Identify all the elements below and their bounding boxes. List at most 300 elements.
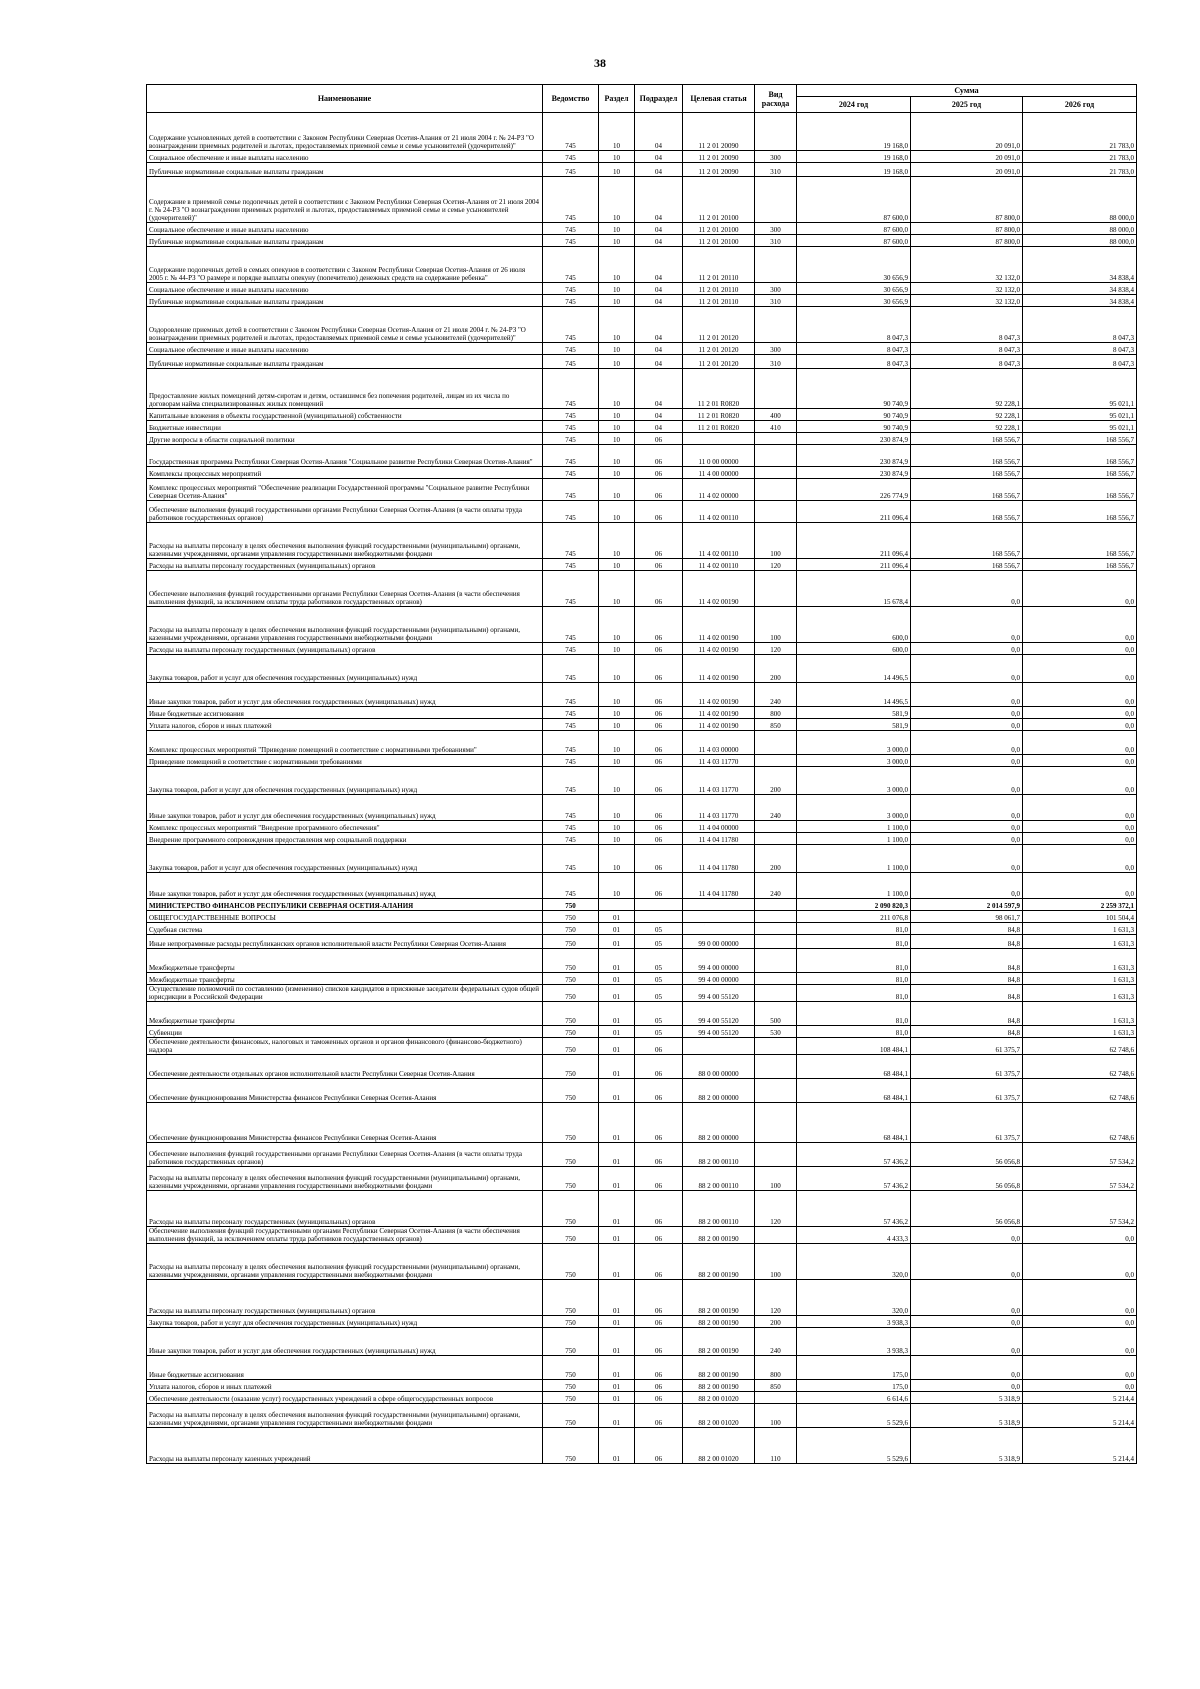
cell-type — [755, 899, 797, 911]
cell-dept: 750 — [543, 1227, 599, 1244]
cell-y2025: 8 047,3 — [911, 343, 1023, 355]
cell-sec: 01 — [599, 949, 635, 973]
cell-y2026: 34 838,4 — [1023, 283, 1137, 295]
cell-y2024: 87 600,0 — [797, 235, 911, 247]
cell-type — [755, 571, 797, 607]
cell-y2025: 56 056,8 — [911, 1143, 1023, 1167]
cell-y2025: 84,8 — [911, 1002, 1023, 1026]
cell-y2024: 19 168,0 — [797, 151, 911, 163]
cell-target: 11 2 01 20120 — [683, 307, 755, 343]
cell-sec: 10 — [599, 795, 635, 821]
table-row — [147, 899, 1137, 911]
cell-target: 88 2 00 01020 — [683, 1392, 755, 1404]
cell-sub: 05 — [635, 985, 683, 1002]
cell-y2024: 8 047,3 — [797, 307, 911, 343]
cell-name: Расходы на выплаты персоналу в целях обеспечения выполнения функций государственными (муниципальными) органами, казенными учреждениями, органами управления государственными внебюджетными фондами — [147, 523, 543, 559]
table-row — [147, 283, 1137, 295]
cell-name: Другие вопросы в области социальной политики — [147, 433, 543, 445]
cell-name: Оздоровление приемных детей в соответствии с Законом Республики Северная Осетия-Алания от 21 июля 2004 г. № 24-РЗ "О вознаграждении приемных родителей и льготах, предоставляемых приемной семье и семье усыновителей (удочерителей)" — [147, 307, 543, 343]
cell-y2024: 8 047,3 — [797, 355, 911, 369]
cell-name: Комплекс процессных мероприятий "Приведение помещений в соответствие с нормативными требованиями" — [147, 731, 543, 755]
cell-name: Публичные нормативные социальные выплаты гражданам — [147, 235, 543, 247]
cell-sec: 10 — [599, 151, 635, 163]
cell-y2024: 57 436,2 — [797, 1167, 911, 1191]
cell-sub: 06 — [635, 1404, 683, 1428]
cell-y2024: 3 000,0 — [797, 731, 911, 755]
cell-y2024: 87 600,0 — [797, 223, 911, 235]
cell-y2024: 68 484,1 — [797, 1055, 911, 1079]
cell-dept: 750 — [543, 1380, 599, 1392]
cell-type — [755, 307, 797, 343]
cell-y2024: 320,0 — [797, 1280, 911, 1316]
cell-y2025: 84,8 — [911, 935, 1023, 949]
cell-y2025: 0,0 — [911, 643, 1023, 655]
cell-target: 88 2 00 00110 — [683, 1167, 755, 1191]
table-row — [147, 607, 1137, 643]
cell-target: 11 4 03 00000 — [683, 731, 755, 755]
table-row — [147, 1244, 1137, 1280]
cell-name: Расходы на выплаты персоналу государственных (муниципальных) органов — [147, 643, 543, 655]
cell-dept: 745 — [543, 731, 599, 755]
cell-y2026: 95 021,1 — [1023, 409, 1137, 421]
cell-type — [755, 1103, 797, 1143]
cell-sub: 06 — [635, 1143, 683, 1167]
cell-y2024: 320,0 — [797, 1244, 911, 1280]
cell-sub: 06 — [635, 755, 683, 767]
cell-target: 88 2 00 00190 — [683, 1380, 755, 1392]
cell-target: 11 2 01 20090 — [683, 163, 755, 177]
cell-dept: 745 — [543, 655, 599, 683]
cell-type — [755, 177, 797, 223]
cell-y2025: 0,0 — [911, 755, 1023, 767]
cell-y2024: 81,0 — [797, 985, 911, 1002]
cell-sec: 10 — [599, 223, 635, 235]
cell-type: 800 — [755, 707, 797, 719]
cell-sub — [635, 899, 683, 911]
cell-y2025: 0,0 — [911, 719, 1023, 731]
cell-y2026: 168 556,7 — [1023, 445, 1137, 467]
cell-y2026: 0,0 — [1023, 707, 1137, 719]
cell-y2026: 5 214,4 — [1023, 1404, 1137, 1428]
cell-name: Содержание усыновленных детей в соответствии с Законом Республики Северная Осетия-Алания от 21 июля 2004 г. № 24-РЗ "О вознаграждении приемных родителей и льготах, предоставляемых приемной семье и семье усыновителей (удочерителей)" — [147, 113, 543, 151]
cell-dept: 750 — [543, 1392, 599, 1404]
cell-dept: 750 — [543, 1079, 599, 1103]
cell-sec: 10 — [599, 643, 635, 655]
cell-type: 310 — [755, 355, 797, 369]
cell-type — [755, 501, 797, 523]
cell-sub: 06 — [635, 1055, 683, 1079]
cell-sub: 06 — [635, 467, 683, 479]
cell-dept: 745 — [543, 643, 599, 655]
table-row — [147, 355, 1137, 369]
cell-dept: 750 — [543, 1191, 599, 1227]
cell-type: 100 — [755, 523, 797, 559]
cell-sub: 06 — [635, 1356, 683, 1380]
cell-name: Иные непрограммные расходы республиканских органов исполнительной власти Республики Северная Осетия-Алания — [147, 935, 543, 949]
cell-target: 88 2 00 00190 — [683, 1227, 755, 1244]
cell-name: Закупка товаров, работ и услуг для обеспечения государственных (муниципальных) нужд — [147, 767, 543, 795]
header-2025: 2025 год — [911, 97, 1023, 113]
cell-sub: 06 — [635, 719, 683, 731]
cell-name: Обеспечение деятельности (оказание услуг) государственных учреждений в сфере общегосударственных вопросов — [147, 1392, 543, 1404]
cell-name: Комплекс процессных мероприятий "Внедрение программного обеспечения" — [147, 821, 543, 833]
cell-sub: 05 — [635, 1002, 683, 1026]
cell-type — [755, 833, 797, 845]
cell-dept: 745 — [543, 683, 599, 707]
cell-sec: 10 — [599, 467, 635, 479]
cell-y2024: 30 656,9 — [797, 283, 911, 295]
cell-y2024: 57 436,2 — [797, 1143, 911, 1167]
budget-table — [146, 84, 1137, 1464]
table-row — [147, 683, 1137, 707]
cell-y2025: 0,0 — [911, 767, 1023, 795]
cell-dept: 745 — [543, 343, 599, 355]
cell-name: Содержание в приемной семье подопечных детей в соответствии с Законом Республики Северная Осетия-Алания от 21 июля 2004 г. № 24-РЗ "О вознаграждении приемных родителей и льготах, предоставляемых приемной семье и семье усыновителей (удочерителей)" — [147, 177, 543, 223]
table-row — [147, 643, 1137, 655]
cell-y2024: 175,0 — [797, 1356, 911, 1380]
cell-name: Уплата налогов, сборов и иных платежей — [147, 1380, 543, 1392]
table-row — [147, 1143, 1137, 1167]
cell-y2025: 0,0 — [911, 1380, 1023, 1392]
cell-y2025: 20 091,0 — [911, 163, 1023, 177]
cell-y2026: 0,0 — [1023, 1280, 1137, 1316]
cell-y2024: 3 938,3 — [797, 1328, 911, 1356]
cell-sec: 01 — [599, 935, 635, 949]
cell-y2024: 211 096,4 — [797, 501, 911, 523]
cell-name: Содержание подопечных детей в семьях опекунов в соответствии с Законом Республики Северная Осетия-Алания от 26 июля 2005 г. № 44-РЗ "О размере и порядке выплаты опекуну (попечителю) денежных средств на содержание ребенка" — [147, 247, 543, 283]
cell-type — [755, 1055, 797, 1079]
cell-name: Публичные нормативные социальные выплаты гражданам — [147, 295, 543, 307]
table-row — [147, 1079, 1137, 1103]
cell-target: 11 2 01 20120 — [683, 355, 755, 369]
cell-y2025: 0,0 — [911, 1328, 1023, 1356]
cell-dept: 745 — [543, 479, 599, 501]
cell-type: 400 — [755, 409, 797, 421]
table-row — [147, 235, 1137, 247]
cell-y2026: 34 838,4 — [1023, 295, 1137, 307]
cell-y2024: 211 096,4 — [797, 559, 911, 571]
cell-dept: 750 — [543, 1103, 599, 1143]
cell-y2026: 0,0 — [1023, 767, 1137, 795]
cell-y2026: 168 556,7 — [1023, 479, 1137, 501]
header-dept: Ведомство — [543, 85, 599, 113]
cell-y2024: 108 484,1 — [797, 1038, 911, 1055]
cell-sec: 10 — [599, 421, 635, 433]
cell-y2026: 5 214,4 — [1023, 1428, 1137, 1464]
table-row — [147, 1055, 1137, 1079]
cell-sub: 04 — [635, 177, 683, 223]
cell-target — [683, 433, 755, 445]
cell-sub: 06 — [635, 833, 683, 845]
cell-type — [755, 949, 797, 973]
cell-y2026: 1 631,3 — [1023, 985, 1137, 1002]
cell-y2026: 5 214,4 — [1023, 1392, 1137, 1404]
table-row — [147, 719, 1137, 731]
cell-y2025: 61 375,7 — [911, 1103, 1023, 1143]
cell-sec: 10 — [599, 571, 635, 607]
cell-y2025: 84,8 — [911, 973, 1023, 985]
cell-y2024: 581,9 — [797, 719, 911, 731]
cell-dept: 750 — [543, 1244, 599, 1280]
cell-sub: 06 — [635, 571, 683, 607]
table-row — [147, 833, 1137, 845]
cell-dept: 745 — [543, 177, 599, 223]
cell-y2026: 0,0 — [1023, 1380, 1137, 1392]
cell-sub: 06 — [635, 683, 683, 707]
cell-name: ОБЩЕГОСУДАРСТВЕННЫЕ ВОПРОСЫ — [147, 911, 543, 923]
cell-y2024: 581,9 — [797, 707, 911, 719]
cell-y2024: 81,0 — [797, 973, 911, 985]
cell-type — [755, 973, 797, 985]
cell-name: Закупка товаров, работ и услуг для обеспечения государственных (муниципальных) нужд — [147, 1316, 543, 1328]
cell-dept: 750 — [543, 1316, 599, 1328]
cell-sub: 06 — [635, 643, 683, 655]
cell-type: 100 — [755, 1404, 797, 1428]
cell-type: 120 — [755, 1191, 797, 1227]
cell-name: Иные бюджетные ассигнования — [147, 707, 543, 719]
cell-sub: 05 — [635, 935, 683, 949]
cell-sec: 10 — [599, 283, 635, 295]
cell-y2024: 19 168,0 — [797, 113, 911, 151]
cell-dept: 745 — [543, 235, 599, 247]
table-body — [147, 113, 1137, 1464]
cell-sec: 10 — [599, 163, 635, 177]
cell-y2026: 1 631,3 — [1023, 949, 1137, 973]
cell-target: 11 0 00 00000 — [683, 445, 755, 467]
cell-dept: 745 — [543, 223, 599, 235]
cell-dept: 745 — [543, 571, 599, 607]
cell-sub: 04 — [635, 369, 683, 409]
cell-sub: 06 — [635, 707, 683, 719]
cell-sub: 06 — [635, 1328, 683, 1356]
cell-type: 240 — [755, 795, 797, 821]
cell-type — [755, 731, 797, 755]
cell-sec: 01 — [599, 1026, 635, 1038]
cell-y2025: 61 375,7 — [911, 1079, 1023, 1103]
cell-sec: 10 — [599, 821, 635, 833]
cell-sec: 10 — [599, 845, 635, 873]
cell-y2025: 0,0 — [911, 707, 1023, 719]
cell-dept: 750 — [543, 1328, 599, 1356]
cell-name: Иные закупки товаров, работ и услуг для обеспечения государственных (муниципальных) нужд — [147, 683, 543, 707]
cell-name: Закупка товаров, работ и услуг для обеспечения государственных (муниципальных) нужд — [147, 655, 543, 683]
cell-y2024: 5 529,6 — [797, 1404, 911, 1428]
cell-dept: 745 — [543, 295, 599, 307]
cell-type: 240 — [755, 683, 797, 707]
cell-name: Государственная программа Республики Северная Осетия-Алания "Социальное развитие Республики Северная Осетия-Алания" — [147, 445, 543, 467]
cell-y2024: 6 614,6 — [797, 1392, 911, 1404]
cell-type — [755, 369, 797, 409]
cell-dept: 745 — [543, 795, 599, 821]
table-row — [147, 985, 1137, 1002]
cell-type: 120 — [755, 559, 797, 571]
cell-y2026: 0,0 — [1023, 643, 1137, 655]
cell-sub: 04 — [635, 295, 683, 307]
cell-sub: 06 — [635, 523, 683, 559]
cell-type: 300 — [755, 223, 797, 235]
cell-sub: 04 — [635, 409, 683, 421]
cell-target: 11 4 00 00000 — [683, 467, 755, 479]
cell-target: 99 4 00 55120 — [683, 1002, 755, 1026]
cell-target — [683, 899, 755, 911]
cell-sec: 10 — [599, 433, 635, 445]
cell-sub: 04 — [635, 355, 683, 369]
cell-type: 200 — [755, 845, 797, 873]
cell-sub: 04 — [635, 283, 683, 295]
cell-sec: 01 — [599, 1002, 635, 1026]
cell-target: 11 4 02 00190 — [683, 571, 755, 607]
cell-type — [755, 1392, 797, 1404]
cell-name: Судебная система — [147, 923, 543, 935]
cell-type: 310 — [755, 163, 797, 177]
cell-dept: 750 — [543, 1038, 599, 1055]
cell-y2025: 168 556,7 — [911, 445, 1023, 467]
cell-sub: 04 — [635, 113, 683, 151]
table-row — [147, 845, 1137, 873]
cell-target: 11 4 03 11770 — [683, 767, 755, 795]
table-row — [147, 1026, 1137, 1038]
cell-y2025: 8 047,3 — [911, 355, 1023, 369]
cell-name: Уплата налогов, сборов и иных платежей — [147, 719, 543, 731]
table-row — [147, 467, 1137, 479]
cell-y2026: 168 556,7 — [1023, 523, 1137, 559]
cell-dept: 745 — [543, 873, 599, 899]
cell-target: 99 4 00 55120 — [683, 985, 755, 1002]
cell-y2025: 84,8 — [911, 1026, 1023, 1038]
table-row — [147, 523, 1137, 559]
cell-dept: 750 — [543, 899, 599, 911]
table-row — [147, 307, 1137, 343]
cell-y2026: 168 556,7 — [1023, 501, 1137, 523]
cell-sec: 01 — [599, 1191, 635, 1227]
cell-type: 300 — [755, 343, 797, 355]
cell-name: Внедрение программного сопровождения предоставления мер социальной поддержки — [147, 833, 543, 845]
cell-y2025: 61 375,7 — [911, 1038, 1023, 1055]
cell-y2024: 57 436,2 — [797, 1191, 911, 1227]
cell-target: 11 4 04 11780 — [683, 873, 755, 899]
table-row — [147, 445, 1137, 467]
table-row — [147, 1356, 1137, 1380]
cell-y2025: 32 132,0 — [911, 247, 1023, 283]
cell-y2026: 0,0 — [1023, 833, 1137, 845]
cell-target: 88 2 00 00190 — [683, 1356, 755, 1380]
cell-y2026: 88 000,0 — [1023, 235, 1137, 247]
cell-sec: 10 — [599, 755, 635, 767]
cell-y2025: 0,0 — [911, 1280, 1023, 1316]
cell-name: Социальное обеспечение и иные выплаты населению — [147, 343, 543, 355]
cell-y2024: 87 600,0 — [797, 177, 911, 223]
cell-y2026: 0,0 — [1023, 683, 1137, 707]
cell-y2026: 2 259 372,1 — [1023, 899, 1137, 911]
cell-target: 11 4 02 00110 — [683, 559, 755, 571]
table-row — [147, 369, 1137, 409]
cell-sec: 01 — [599, 1244, 635, 1280]
table-row — [147, 295, 1137, 307]
cell-y2025: 32 132,0 — [911, 283, 1023, 295]
cell-y2026: 0,0 — [1023, 1328, 1137, 1356]
table-row — [147, 1038, 1137, 1055]
cell-sub: 06 — [635, 501, 683, 523]
cell-y2026: 57 534,2 — [1023, 1143, 1137, 1167]
cell-target: 88 2 00 00190 — [683, 1244, 755, 1280]
cell-y2026: 101 504,4 — [1023, 911, 1137, 923]
cell-y2026: 168 556,7 — [1023, 433, 1137, 445]
cell-y2024: 211 096,4 — [797, 523, 911, 559]
cell-target — [683, 1038, 755, 1055]
cell-type: 850 — [755, 1380, 797, 1392]
cell-target: 11 4 02 00000 — [683, 479, 755, 501]
cell-sec: 10 — [599, 235, 635, 247]
cell-target: 88 2 00 00000 — [683, 1079, 755, 1103]
cell-sub: 05 — [635, 949, 683, 973]
cell-target — [683, 923, 755, 935]
cell-y2024: 14 496,5 — [797, 655, 911, 683]
cell-y2026: 1 631,3 — [1023, 1002, 1137, 1026]
cell-dept: 745 — [543, 755, 599, 767]
cell-name: Субвенции — [147, 1026, 543, 1038]
cell-type — [755, 755, 797, 767]
table-row — [147, 821, 1137, 833]
cell-y2024: 230 874,9 — [797, 445, 911, 467]
header-sum: Сумма — [797, 85, 1137, 97]
cell-type: 200 — [755, 655, 797, 683]
cell-name: Осуществление полномочий по составлению (изменению) списков кандидатов в присяжные заседатели федеральных судов общей юрисдикции в Российской Федерации — [147, 985, 543, 1002]
cell-y2026: 34 838,4 — [1023, 247, 1137, 283]
cell-type — [755, 1227, 797, 1244]
cell-y2024: 175,0 — [797, 1380, 911, 1392]
cell-dept: 745 — [543, 163, 599, 177]
cell-target: 11 4 04 11780 — [683, 833, 755, 845]
cell-sub: 05 — [635, 923, 683, 935]
cell-y2024: 68 484,1 — [797, 1103, 911, 1143]
cell-name: Обеспечение выполнения функций государственными органами Республики Северная Осетия-Алания (в части оплаты труда работников государственных органов) — [147, 501, 543, 523]
cell-sec: 10 — [599, 523, 635, 559]
cell-y2026: 0,0 — [1023, 719, 1137, 731]
cell-y2026: 0,0 — [1023, 755, 1137, 767]
cell-y2025: 0,0 — [911, 571, 1023, 607]
cell-y2025: 87 800,0 — [911, 223, 1023, 235]
table-row — [147, 1191, 1137, 1227]
cell-y2026: 0,0 — [1023, 1244, 1137, 1280]
cell-dept: 745 — [543, 445, 599, 467]
table-row — [147, 1392, 1137, 1404]
cell-y2025: 56 056,8 — [911, 1167, 1023, 1191]
header-target: Целевая статья — [683, 85, 755, 113]
cell-type — [755, 1038, 797, 1055]
cell-sub: 04 — [635, 343, 683, 355]
cell-sec: 10 — [599, 355, 635, 369]
cell-type — [755, 113, 797, 151]
cell-dept: 745 — [543, 559, 599, 571]
cell-sub: 04 — [635, 235, 683, 247]
cell-dept: 750 — [543, 923, 599, 935]
cell-y2026: 168 556,7 — [1023, 467, 1137, 479]
cell-target: 11 2 01 20090 — [683, 151, 755, 163]
cell-dept: 745 — [543, 501, 599, 523]
table-row — [147, 973, 1137, 985]
table-row — [147, 247, 1137, 283]
cell-type: 300 — [755, 151, 797, 163]
cell-y2024: 90 740,9 — [797, 409, 911, 421]
cell-dept: 745 — [543, 307, 599, 343]
cell-y2025: 56 056,8 — [911, 1191, 1023, 1227]
cell-y2026: 57 534,2 — [1023, 1167, 1137, 1191]
cell-dept: 750 — [543, 973, 599, 985]
cell-dept: 745 — [543, 409, 599, 421]
cell-dept: 750 — [543, 1055, 599, 1079]
cell-sec: 10 — [599, 295, 635, 307]
cell-y2026: 62 748,6 — [1023, 1038, 1137, 1055]
